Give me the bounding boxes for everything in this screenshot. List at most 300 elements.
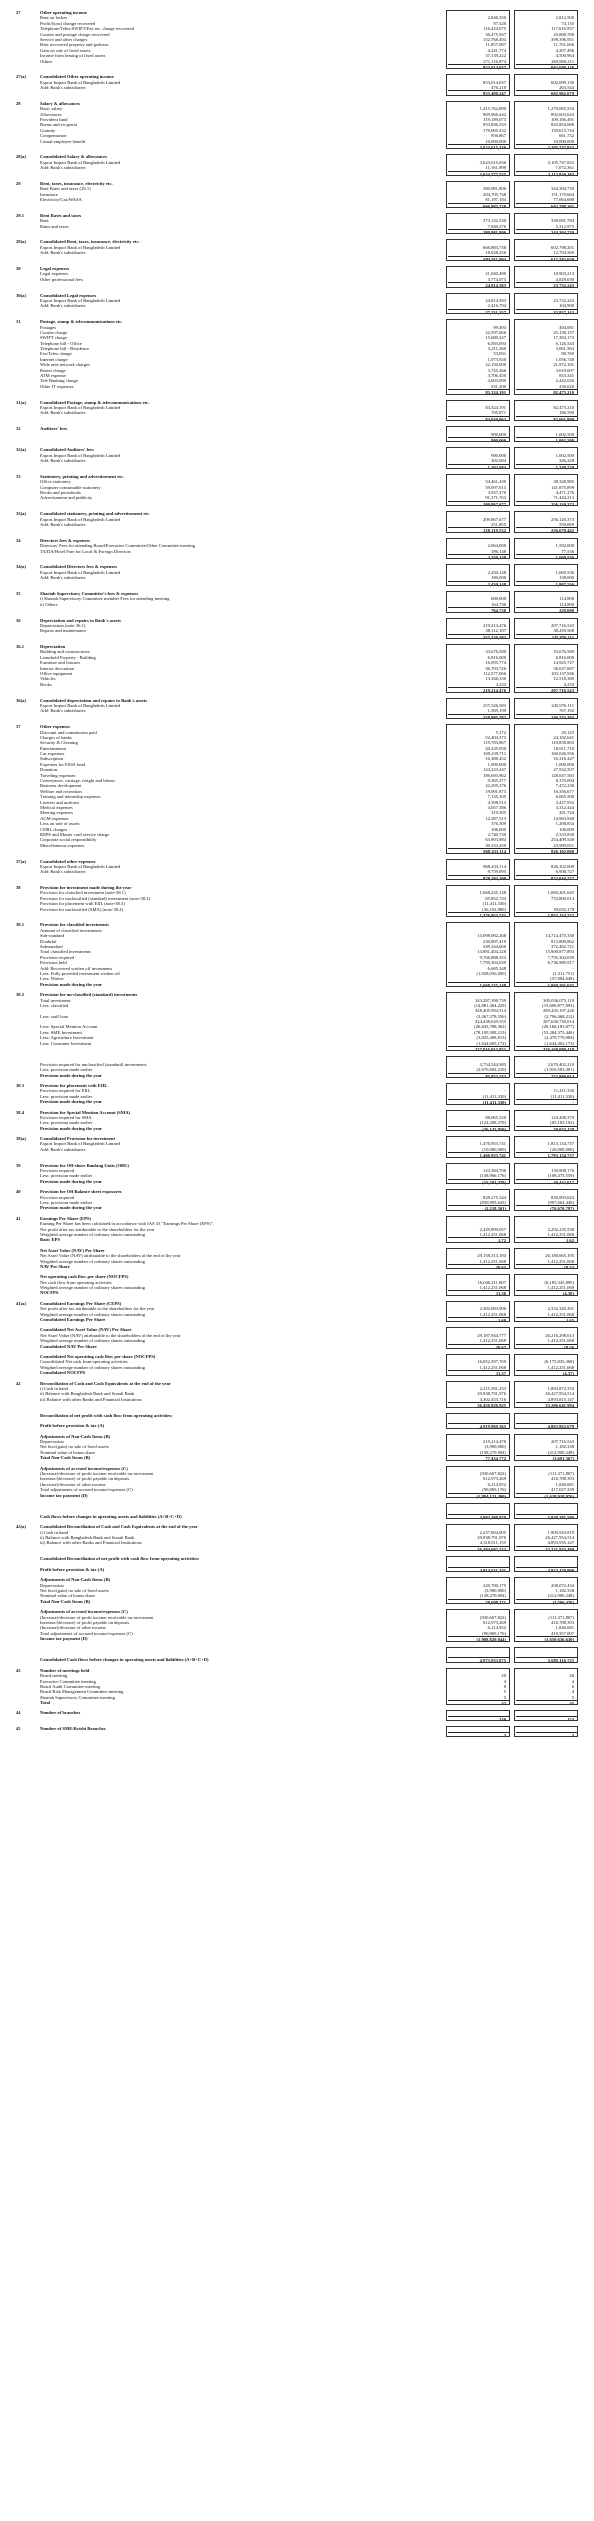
prior-year-value: 11,761,666 [553, 42, 574, 48]
note-title: Provision for un-classified (standard) investments [40, 992, 138, 998]
prior-year-value: 80,769 [561, 351, 574, 357]
line-item-label: Internet charge [40, 356, 68, 362]
total-current-year: 11.37 [448, 1370, 510, 1376]
prior-year-value: 1,909,943,819 [547, 1529, 574, 1535]
line-item-label: Security & Cleaning [40, 740, 78, 746]
total-row [16, 1264, 578, 1269]
current-year-value: (138,966,176) [479, 1173, 506, 1179]
line-item-label: Rates and taxes [40, 223, 69, 229]
total-current-year: 20.65 [448, 1264, 510, 1270]
total-row [16, 1493, 578, 1498]
line-item-label: Less: staff loan [40, 1013, 68, 1019]
line-item-label: Board meeting [40, 1673, 68, 1679]
current-year-value: 180,000 [491, 575, 506, 581]
line-item-label: Service and other charges [40, 36, 88, 42]
note-number: 28(a) [16, 154, 26, 160]
total-label: Provision made during the year [40, 1072, 102, 1078]
line-item-label: Less: classified [40, 1002, 69, 1008]
note-section [16, 564, 578, 586]
prior-year-value: 82,475,210 [553, 405, 574, 410]
note-section [16, 1083, 578, 1105]
note-number: 32(a) [16, 447, 26, 453]
line-item-label: Provision required [40, 954, 75, 960]
current-year-value: 3,211,560 [487, 346, 506, 352]
current-year-value: 16,040,211,807 [477, 1279, 506, 1285]
current-year-value: 53,091 [493, 351, 506, 357]
prior-year-value: 344,394,739 [551, 186, 574, 192]
current-year-value: (138,270,004) [479, 1593, 506, 1599]
current-year-value: 33,676,580 [485, 649, 506, 655]
note-title: Consolidated depreciation and repairs to Bank's assets [40, 697, 148, 703]
prior-year-value: 245,976,111 [551, 702, 574, 708]
prior-year-value: (1,311,751) [552, 970, 574, 976]
line-item-label: SWIFT charge [40, 335, 68, 341]
note-title: Directors fees & expenses [40, 537, 91, 543]
note-number: 41 [16, 1215, 21, 1221]
current-year-value: 3,706,450 [487, 373, 506, 379]
current-year-value: (26,843,788,302) [474, 1024, 506, 1030]
prior-year-value: 416,788,393 [551, 1620, 574, 1625]
total-prior-year: (1,628,918,976) [516, 1493, 578, 1499]
current-year-value: 22,597,666 [485, 329, 506, 335]
current-year-value: 666,883,738 [483, 244, 506, 250]
total-row [16, 171, 578, 176]
total-row [16, 1152, 578, 1157]
note-section [16, 1216, 578, 1243]
total-current-year: 2,430,148 [448, 581, 510, 587]
current-year-value: 99,493 [493, 324, 506, 330]
total-prior-year: 1,060,201,645 [516, 982, 578, 988]
current-year-value: 10,000,000 [485, 138, 506, 144]
total-row [16, 282, 578, 287]
total-current-year: 4,914,631,341 [448, 1567, 510, 1573]
total-row [16, 1599, 578, 1604]
line-item-label: Repairs and maintenance [40, 628, 87, 634]
current-year-value: - [504, 1088, 506, 1094]
prior-year-value: 416,788,393 [551, 1476, 574, 1482]
line-item-label: Amount of classified investments [40, 927, 102, 933]
total-current-year: (11,411,330) [448, 1099, 510, 1105]
line-item-label: Interior decoration [40, 665, 75, 671]
current-year-value: (3,367,378,556) [476, 1013, 506, 1019]
prior-year-value: 256,120,373 [551, 516, 574, 522]
prior-year-value: 1,840,681 [555, 1625, 574, 1631]
prior-year-value: 27,932,507 [553, 767, 574, 773]
line-item-label: Bonus and ex-gratia [40, 122, 77, 128]
note-number: 33 [16, 473, 21, 479]
total-row [16, 1290, 578, 1295]
total-current-year: 210,119,532 [448, 527, 510, 533]
prior-year-value: 1,002,500 [555, 452, 574, 458]
line-item-label: Conveyance, carriage, freight and labour [40, 778, 115, 784]
prior-year-value: (1,916,583,301) [544, 1067, 574, 1073]
total-row [16, 1317, 578, 1322]
current-year-value: 549,344,660 [483, 943, 506, 949]
line-item-label: Donation [40, 767, 58, 773]
line-item-label: Insurance [40, 191, 58, 197]
line-item-label: Provision for unclassified (standard) investment (note-38.2) [40, 895, 150, 901]
prior-year-value: 16,316,447 [553, 756, 574, 762]
current-year-value: (14,881,404,229) [474, 1002, 506, 1008]
prior-year-value: 159,613,744 [551, 127, 574, 133]
note-section [16, 618, 578, 640]
prior-year-value: (1,644,402,173) [544, 1040, 574, 1046]
prior-year-value: 103,137,946 [551, 671, 574, 677]
prior-year-value: 18,903,213 [553, 271, 574, 277]
note-title: Adjustments of Non-Cash Items (B) [40, 1433, 111, 1439]
total-label: Consolidated NOCFPS [40, 1370, 86, 1376]
current-year-value: 11,161,899 [485, 165, 506, 171]
prior-year-value: (907,664,440) [547, 1200, 574, 1205]
line-item-label: Advertisement and publicity [40, 495, 93, 501]
current-year-value: (78,109,308,215) [474, 1029, 506, 1035]
total-row [16, 464, 578, 469]
line-item-label: Add: Bank's subsidiaries [40, 522, 86, 528]
line-item-label: Others [40, 58, 53, 64]
total-current-year: 258,895,782 [448, 714, 510, 720]
line-item-label: Export Import Bank of Bangladesh Limited [40, 405, 121, 410]
current-year-value: 4,233 [495, 681, 506, 687]
note-section [16, 1668, 578, 1706]
prior-year-value: 305,036,075,119 [543, 997, 574, 1003]
prior-year-value: (111,371,807) [548, 1471, 574, 1477]
current-year-value: 4,657,386 [487, 805, 506, 810]
current-year-value: 900,000 [491, 452, 506, 458]
prior-year-value: 3,105,747,822 [547, 159, 574, 165]
note-number: 38.4 [16, 1109, 25, 1115]
total-current-year: 1,476,953,741 [448, 912, 510, 918]
current-year-value: (1,644,605,172) [476, 1040, 506, 1046]
total-prior-year: 1.62 [516, 1237, 578, 1243]
total-label: Income tax payment (D) [40, 1636, 88, 1642]
total-label: Provision made during the year [40, 1099, 102, 1105]
line-item-label: Wide area network charges [40, 362, 90, 368]
line-item-label: Furniture and fixtures [40, 660, 81, 666]
total-label: Profit before provision & tax (A) [40, 1423, 105, 1429]
prior-year-value: 17,394,174 [553, 335, 574, 341]
prior-year-value: 186,590 [559, 410, 574, 416]
current-year-value: 219,214,476 [483, 622, 506, 628]
prior-year-value: (2,479,779,084) [544, 1035, 574, 1041]
current-year-value: 380,981,806 [483, 186, 506, 192]
line-item-label: Miscellaneous expenses [40, 842, 85, 848]
current-year-value: 856,867 [491, 133, 506, 139]
total-label: NAV Per Share [40, 1263, 70, 1269]
current-year-value: 16,388,452 [485, 756, 506, 762]
total-row [16, 875, 578, 880]
total-row [16, 64, 578, 69]
line-item-label: REPS and Master card service charge [40, 831, 110, 837]
line-item-label: Total investment [40, 997, 71, 1003]
line-item-label: ii) Balance with Bangladesh Bank and Sonali Bank [40, 1391, 135, 1397]
note-title: Reconciliation of Cash and Cash Equivalents at the end of the year [40, 1380, 171, 1386]
prior-year-value: (11,411,330) [550, 1093, 574, 1099]
total-current-year: 83,324,191 [448, 389, 510, 395]
total-current-year: 130 [448, 1716, 510, 1722]
line-item-label: Less: provision made earlier [40, 1173, 93, 1179]
total-current-year: (2,218,301) [448, 1205, 510, 1211]
note-title: Rent Rates and taxes [40, 212, 82, 218]
total-current-year: 853,014,037 [448, 64, 510, 70]
current-year-value: 7,135,105 [487, 794, 506, 800]
current-year-value: 5,172 [495, 729, 506, 735]
note-title: Consolidated Other operating income [40, 74, 114, 80]
note-section [16, 1524, 578, 1551]
line-item-label: Nominal value of bonus share [40, 1593, 96, 1599]
total-current-year: (1,894,131,490) [448, 1493, 510, 1499]
note-number: 34(a) [16, 564, 26, 570]
total-prior-year: 123 [516, 1716, 578, 1722]
prior-year-value: 11,411,330 [553, 1088, 574, 1094]
current-year-value: 29,158,313,184 [477, 1253, 506, 1259]
line-item-label: Medical expenses [40, 805, 73, 810]
total-label: Provision made during the year [40, 1178, 102, 1184]
current-year-value: 1,412,251,068 [479, 1258, 506, 1264]
current-year-value: (11,411,330) [482, 1093, 506, 1099]
current-year-value: 186,693,962 [483, 772, 506, 778]
total-row [16, 912, 578, 917]
total-label: Total [40, 1700, 51, 1706]
line-item-label: Net profit after tax attributable to the shareholders for the year [40, 1226, 155, 1232]
total-prior-year: 4,922,158,900 [516, 1567, 578, 1573]
current-year-value: 2,237,804,005 [479, 1529, 506, 1535]
line-item-label: Directors' Fees for attending Board/Executive Committee/Other Committee meeting [40, 543, 196, 549]
note-section [16, 992, 578, 1051]
prior-year-value: 26,427,954,514 [545, 1534, 574, 1540]
note-section [16, 213, 578, 235]
total-row [16, 687, 578, 692]
note-section [16, 1163, 578, 1185]
total-row [16, 229, 578, 234]
current-year-value: 828,275,344 [483, 1194, 506, 1200]
current-year-value: 9,365,377 [487, 778, 506, 784]
current-year-value: 219,214,476 [483, 1439, 506, 1445]
line-item-label: Subscription [40, 756, 64, 762]
total-row [16, 90, 578, 95]
total-prior-year: (1,650,636,630) [516, 1636, 578, 1642]
current-year-value: 29,187,944,777 [477, 1332, 506, 1338]
current-year-value: 164,730 [491, 601, 506, 607]
current-year-value: 3,754,544,983 [479, 1061, 506, 1067]
current-year-value: 1,412,251,068 [479, 1285, 506, 1291]
total-label: Provision made during the year [40, 1205, 102, 1211]
total-row [16, 203, 578, 208]
line-item-label: ii) Others [40, 601, 58, 607]
current-year-value: 302,684 [491, 458, 506, 464]
line-item-label: Profit/(loss) change recovered [40, 20, 96, 26]
prior-year-value: (6,175,835,368) [544, 1359, 574, 1365]
total-row [16, 982, 578, 987]
total-prior-year: 833,010,727 [516, 875, 578, 881]
line-item-label: Less: Consumer Investment [40, 1040, 92, 1046]
note-section [16, 1189, 578, 1211]
total-prior-year: - [516, 1099, 578, 1105]
prior-year-value: 602,798,201 [551, 244, 574, 250]
current-year-value: 6,685,348 [487, 965, 506, 971]
note-title: Depreciation [40, 644, 66, 650]
total-prior-year: 229,600 [516, 607, 578, 613]
total-row [16, 1046, 578, 1051]
total-prior-year: 4,863,863,679 [516, 1423, 578, 1429]
total-prior-year: 5,848,281,586 [516, 1514, 578, 1520]
line-item-label: Add: Bank's subsidiaries [40, 869, 86, 875]
note-section [16, 1503, 578, 1519]
line-item-label: Increase/(decrease) of profit payable on deposits [40, 1476, 130, 1482]
prior-year-value: (212,900,248) [547, 1593, 574, 1599]
current-year-value: 9,759,095 [487, 869, 506, 875]
current-year-value: 319,305 [491, 810, 506, 816]
current-year-value: 331,200 [491, 383, 506, 389]
note-number: 38 [16, 885, 21, 891]
prior-year-value: 3,427,932 [555, 799, 574, 805]
total-row [16, 1700, 578, 1705]
prior-year-value: (53,284,375,446) [542, 1029, 574, 1035]
total-row [16, 1237, 578, 1242]
total-current-year: 209,867,677 [448, 501, 510, 507]
note-number: 32 [16, 426, 21, 432]
line-item-label: Add: Bank's subsidiaries [40, 85, 86, 91]
total-prior-year: 33,206,641,994 [516, 1402, 578, 1408]
line-item-label: ii) Balance with Bangladesh Bank and Sonali Bank [40, 1534, 135, 1540]
current-year-value: 19,091,873 [485, 788, 506, 794]
total-prior-year: 602,962,679 [516, 90, 578, 96]
current-year-value: 271,116,874 [483, 58, 506, 64]
current-year-value: 1,668,235,148 [479, 890, 506, 896]
note-title: Adjustments of accrued income/expenses (C) [40, 1465, 128, 1471]
total-row [16, 1179, 578, 1184]
line-item-label: Corporate social responsibility [40, 837, 97, 843]
line-item-label: Less: Fully provided investment written off [40, 970, 120, 976]
note-number: 38.3 [16, 1082, 25, 1088]
total-prior-year: 1,669,536 [516, 554, 578, 560]
line-item-label: iii) Balance with other Banks and Financial Institutions [40, 1396, 142, 1402]
note-title: Salary & allowances [40, 100, 81, 106]
prior-year-value: 26,216,298,613 [545, 1332, 574, 1338]
line-item-label: Provision required [40, 1168, 75, 1174]
line-item-label: Less: provision made earlier [40, 1200, 93, 1205]
current-year-value: 18,028,256 [485, 250, 506, 256]
line-item-label: Entertainment [40, 745, 67, 751]
prior-year-value: 12,518,380 [553, 676, 574, 682]
total-prior-year: 602,699,136 [516, 64, 578, 70]
note-title: Provision for Off Balance sheet exposures [40, 1189, 122, 1195]
note-section [16, 1434, 578, 1461]
prior-year-value: 10,000,000 [553, 138, 574, 144]
note-number: 40 [16, 1189, 21, 1195]
note-section [16, 1647, 578, 1663]
prior-year-value: 767,192 [559, 708, 574, 714]
current-year-value: 20 [501, 1673, 506, 1679]
current-year-value: 2,416,794 [487, 303, 506, 309]
note-title: Other expenses [40, 724, 70, 730]
line-item-label: Books [40, 681, 52, 687]
line-item-label: Less: provision made earlier [40, 1067, 93, 1073]
line-item-label: Provision required for unclassified (standard) investments [40, 1061, 147, 1067]
current-year-value: 24,814,563 [485, 297, 506, 303]
note-number: 35 [16, 590, 21, 596]
total-prior-year: 45 [516, 1700, 578, 1706]
prior-year-value: 3,619,007 [555, 367, 574, 373]
current-year-value: 30,333,459 [485, 842, 506, 848]
note-title: Consolidated Provision for investment [40, 1136, 115, 1142]
current-year-value: 13,098,082,268 [477, 933, 506, 939]
line-item-label: Postages [40, 324, 57, 330]
line-item-label: Increase/(decrease) of profit payable on deposits [40, 1620, 130, 1625]
current-year-value: 3,774,073 [487, 276, 506, 282]
current-year-value: 324,438,629,555 [474, 1019, 506, 1025]
prior-year-value: 160,026,556 [551, 751, 574, 757]
note-title: Provision for investment made during the year [40, 885, 132, 891]
line-item-label: (Increase)/decrease of profit income receivable on investment [40, 1614, 154, 1620]
prior-year-value: - [572, 965, 574, 971]
note-title: Provision for Special Mention Account (SMA) [40, 1109, 131, 1115]
line-item-label: Weighted average number of ordinary shares outstanding [40, 1364, 145, 1370]
total-current-year: 4,919,969,365 [448, 1423, 510, 1429]
prior-year-value: 1,270,065,534 [547, 106, 574, 112]
note-title: Provision for placement with EIIL [40, 1082, 108, 1088]
prior-year-value: 1,592,000 [555, 543, 574, 549]
current-year-value: (830,993,643) [479, 1200, 506, 1205]
total-prior-year: 256,120,373 [516, 501, 578, 507]
line-item-label: Fax/Telex charge [40, 351, 72, 357]
note-number: 45 [16, 1726, 21, 1732]
prior-year-value: 346,228 [559, 458, 574, 464]
current-year-value: 900,000 [491, 431, 506, 437]
note-number: 38(a) [16, 1136, 26, 1142]
note-section [16, 1381, 578, 1408]
total-row [16, 1567, 578, 1572]
total-row [16, 1099, 578, 1104]
note-number: 38.1 [16, 922, 25, 928]
note-title: Consolidated Rent, taxes, insurance, electricity etc. [40, 239, 140, 245]
current-year-value: 2,382,083,996 [479, 1306, 506, 1312]
note-title: Depreciation and repairs to Bank's assets [40, 617, 121, 623]
current-year-value: 343,287,398,739 [474, 997, 506, 1003]
note-number: 29.1 [16, 212, 25, 218]
total-prior-year: (4.38) [516, 1290, 578, 1296]
line-item-label: Add: Bank's subsidiaries [40, 575, 86, 581]
line-item-label: Discount and commission paid [40, 729, 97, 735]
line-item-label: Net Asset Value (NAV) attributable to the shareholders at the end of the year [40, 1332, 181, 1338]
note-title: Auditors' fees [40, 426, 68, 432]
total-prior-year: 344,394,739 [516, 229, 578, 235]
total-row [16, 1514, 578, 1519]
total-prior-year: 23,732,243 [516, 282, 578, 288]
current-year-value: 1,000,000 [487, 761, 506, 767]
total-current-year: 219,214,476 [448, 687, 510, 693]
current-year-value: 11,857,087 [485, 42, 506, 48]
current-year-value: 4 [503, 1678, 506, 1684]
current-year-value: 124,323,447 [483, 767, 506, 773]
line-item-label: Tele Banking charge [40, 378, 78, 384]
total-prior-year: 245,976,111 [516, 634, 578, 640]
current-year-value: 9,766,888,353 [479, 954, 506, 960]
total-current-year: 4,973,933,075 [448, 1657, 510, 1663]
note-section [16, 400, 578, 422]
current-year-value: 169,239,711 [483, 751, 506, 757]
total-row [16, 1423, 578, 1428]
current-year-value: 2,740,730 [487, 831, 506, 837]
note-title: Postage, stamp & telecommunications etc. [40, 319, 123, 325]
total-prior-year: 39,023,178 [516, 1126, 578, 1132]
total-label: Consolidated NAV Per Share [40, 1343, 97, 1349]
current-year-value: 4,398,513 [487, 799, 506, 805]
line-item-label: Substandard [40, 943, 63, 949]
prior-year-value: 826,102,000 [551, 863, 574, 869]
current-year-value: (3,900,000) [484, 1588, 506, 1594]
note-section [16, 1136, 578, 1158]
line-item-label: Rent Rates and taxes (29.1) [40, 186, 91, 192]
